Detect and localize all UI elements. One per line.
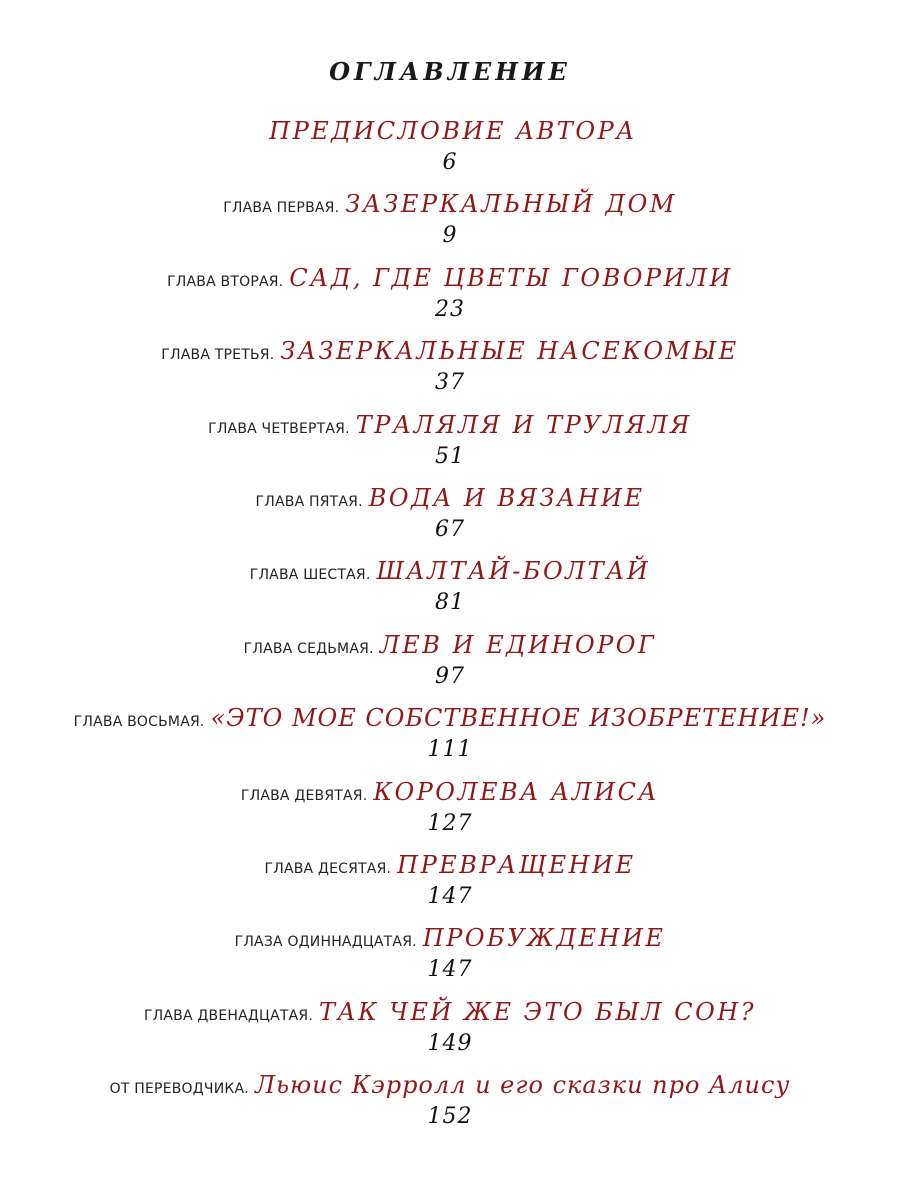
chapter-label: ГЛАВА ПЕРВАЯ. xyxy=(223,200,340,217)
page-number: 152 xyxy=(427,1104,473,1130)
toc-list xyxy=(0,116,900,1143)
toc-entry[interactable] xyxy=(0,116,900,189)
chapter-title[interactable]: ПРОБУЖДЕНИЕ xyxy=(422,924,666,953)
chapter-title[interactable]: ПРЕВРАЩЕНИЕ xyxy=(397,850,636,879)
chapter-label: ГЛАВА ДЕСЯТАЯ. xyxy=(264,860,392,877)
toc-entry[interactable] xyxy=(0,410,900,483)
toc-entry[interactable] xyxy=(0,703,900,776)
page-number: 127 xyxy=(427,810,473,836)
toc-entry[interactable] xyxy=(0,189,900,262)
toc-entry[interactable] xyxy=(0,630,900,703)
page-number: 6 xyxy=(442,150,458,175)
toc-entry[interactable] xyxy=(0,997,900,1070)
page-number: 97 xyxy=(435,663,465,689)
page-number: 147 xyxy=(427,883,473,909)
page-number: 51 xyxy=(435,443,465,469)
chapter-title[interactable]: КОРОЛЕВА АЛИСА xyxy=(373,777,660,806)
chapter-title[interactable]: ШАЛТАЙ-БОЛТАЙ xyxy=(376,557,651,586)
chapter-label: ГЛАВА ТРЕТЬЯ. xyxy=(161,347,275,364)
chapter-label: ГЛАВА ШЕСТАЯ. xyxy=(249,567,371,584)
page-number: 37 xyxy=(435,370,465,396)
toc-entry[interactable] xyxy=(0,1070,900,1143)
chapter-label: ГЛАВА ВОСЬМАЯ. xyxy=(73,714,205,731)
chapter-title[interactable]: ПРЕДИСЛОВИЕ АВТОРА xyxy=(269,117,637,145)
chapter-label: ГЛАВА ДВЕНАДЦАТАЯ. xyxy=(143,1007,313,1024)
chapter-label: ГЛАВА СЕДЬМАЯ. xyxy=(243,640,374,657)
toc-entry[interactable] xyxy=(0,336,900,409)
chapter-title[interactable]: САД, ГДЕ ЦВЕТЫ ГОВОРИЛИ xyxy=(289,263,733,292)
chapter-label: ОТ ПЕРЕВОДЧИКА. xyxy=(109,1081,249,1098)
toc-entry[interactable] xyxy=(0,923,900,996)
toc-entry[interactable] xyxy=(0,777,900,850)
page-number: 149 xyxy=(427,1030,473,1056)
chapter-title[interactable]: ВОДА И ВЯЗАНИЕ xyxy=(368,483,645,512)
toc-entry[interactable] xyxy=(0,556,900,629)
page-title: ОГЛАВЛЕНИЕ xyxy=(329,57,571,86)
page-number: 67 xyxy=(435,516,465,542)
chapter-title[interactable]: ЗАЗЕРКАЛЬНЫЕ НАСЕКОМЫЕ xyxy=(280,337,739,366)
page-number: 147 xyxy=(427,957,473,983)
toc-entry[interactable] xyxy=(0,483,900,556)
chapter-title[interactable]: ЗАЗЕРКАЛЬНЫЙ ДОМ xyxy=(345,190,677,219)
page-number: 9 xyxy=(442,223,458,249)
chapter-label: ГЛАВА ЧЕТВЕРТАЯ. xyxy=(208,420,350,437)
toc-entry[interactable] xyxy=(0,263,900,336)
chapter-label: ГЛАВА ДЕВЯТАЯ. xyxy=(240,787,368,804)
chapter-title[interactable]: ЛЕВ И ЕДИНОРОГ xyxy=(379,630,657,659)
chapter-title[interactable]: Льюис Кэрролл и его сказки про Алису xyxy=(254,1071,791,1100)
chapter-title[interactable]: ТАК ЧЕЙ ЖЕ ЭТО БЫЛ СОН? xyxy=(319,997,757,1026)
chapter-label: ГЛАВА ПЯТАЯ. xyxy=(255,493,363,510)
page-number: 23 xyxy=(435,296,465,322)
page-number: 111 xyxy=(427,737,473,763)
chapter-label: ГЛАВА ВТОРАЯ. xyxy=(167,273,284,290)
page-number: 81 xyxy=(435,590,465,616)
toc-entry[interactable] xyxy=(0,850,900,923)
chapter-title[interactable]: «ЭТО МОЕ СОБСТВЕННОЕ ИЗОБРЕТЕНИЕ!» xyxy=(210,704,827,733)
chapter-label: ГЛАЗА ОДИННАДЦАТАЯ. xyxy=(234,934,417,951)
chapter-title[interactable]: ТРАЛЯЛЯ И ТРУЛЯЛЯ xyxy=(355,410,692,439)
